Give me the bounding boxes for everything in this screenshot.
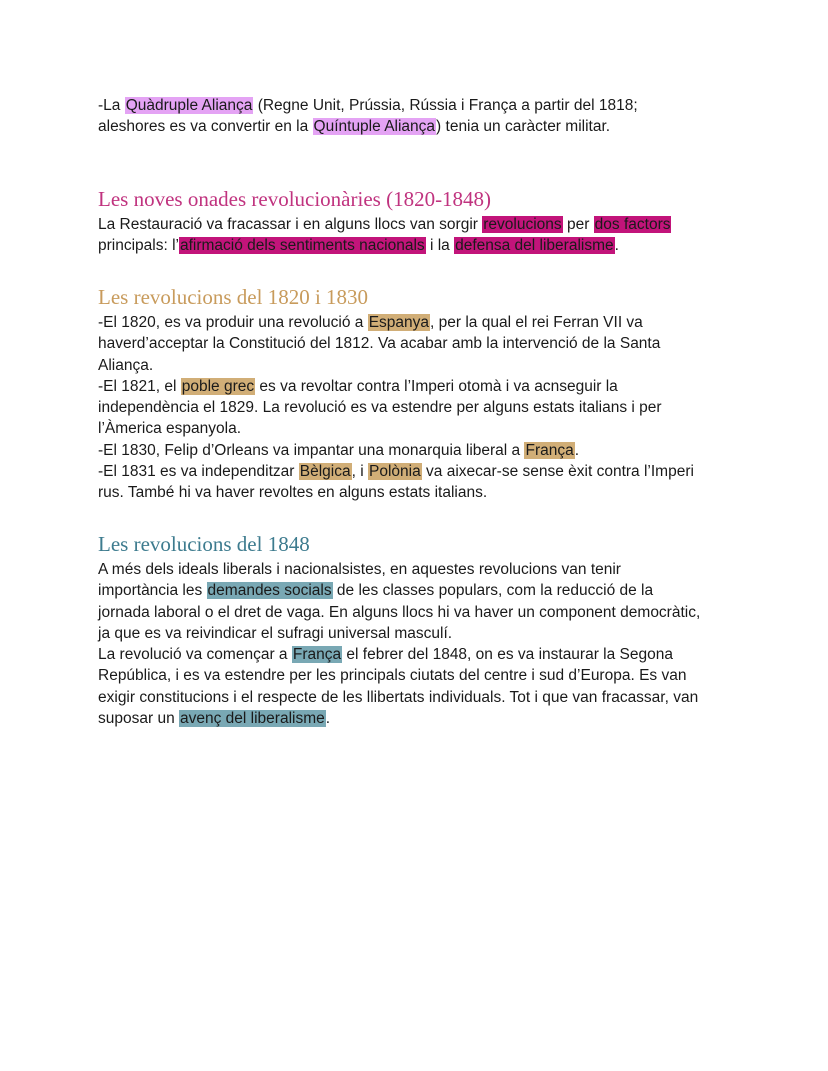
text-line bbox=[98, 580, 748, 601]
text-run: República, i es va estendre per les principals ciutats del centre i sud d’Europa. Es van bbox=[98, 667, 687, 685]
text-line bbox=[98, 482, 748, 503]
text-run: . bbox=[574, 441, 580, 459]
text-line bbox=[98, 559, 748, 580]
text-run: (Regne Unit, Prússia, Rússia i França a partir del 1818; bbox=[253, 97, 638, 114]
text-run: ) tenia un caràcter militar. bbox=[436, 118, 611, 136]
text-line bbox=[98, 687, 748, 708]
text-line bbox=[98, 461, 748, 482]
text-line bbox=[98, 214, 748, 235]
section-1820-1830-paragraph bbox=[98, 312, 748, 504]
highlighted-term: revolucions bbox=[483, 216, 562, 233]
text-run: -El 1821, el bbox=[98, 377, 181, 395]
text-run: . bbox=[614, 237, 619, 255]
section-onades-paragraph bbox=[98, 214, 748, 257]
text-run: es va revoltar contra l’Imperi otomà i va acnseguir la bbox=[255, 377, 618, 395]
text-line bbox=[98, 644, 748, 665]
text-run: A més dels ideals liberals i nacionalsistes, en aquestes revolucions van tenir bbox=[98, 561, 621, 578]
text-run: suposar un bbox=[98, 710, 179, 728]
text-run: jornada laboral o el dret de vaga. En alguns llocs hi va haver un component democràtic, bbox=[98, 603, 701, 621]
text-run: de les classes populars, com la reducció de la bbox=[332, 582, 654, 600]
highlighted-term: França bbox=[525, 441, 574, 459]
intro-paragraph bbox=[98, 95, 748, 138]
text-run: -El 1830, Felip d’Orleans va impantar una monarquia liberal a bbox=[98, 441, 525, 459]
text-run: . bbox=[325, 710, 331, 728]
text-run: haverd’acceptar la Constitució del 1812. Va acabar amb la intervenció de la Santa bbox=[98, 335, 661, 353]
text-line bbox=[98, 418, 748, 439]
highlighted-term: poble grec bbox=[181, 377, 255, 395]
section-heading-1848: Les revolucions del 1848 bbox=[98, 532, 310, 556]
highlighted-term: demandes socials bbox=[207, 582, 332, 600]
text-run: aleshores es va convertir en la bbox=[98, 118, 313, 136]
text-run: importància les bbox=[98, 582, 207, 600]
highlighted-term: Polònia bbox=[369, 463, 421, 481]
highlighted-term: defensa del liberalisme bbox=[455, 237, 614, 255]
text-run: rus. També hi va haver revoltes en alguns estats italians. bbox=[98, 484, 488, 502]
text-run: , per la qual el rei Ferran VII va bbox=[430, 314, 643, 331]
text-line bbox=[98, 95, 748, 116]
text-line bbox=[98, 397, 748, 418]
text-run: i la bbox=[425, 237, 455, 255]
text-run: exigir constitucions i el respecte de les llibertats individuals. Tot i que van fracassar, van bbox=[98, 688, 699, 706]
text-line bbox=[98, 665, 748, 686]
highlighted-term: Quíntuple Aliança bbox=[313, 118, 436, 136]
text-run: ja que es va reivindicar el sufragi universal masculí. bbox=[98, 624, 453, 642]
highlighted-term: Bèlgica bbox=[299, 463, 351, 481]
section-heading-onades: Les noves onades revolucionàries (1820-1848) bbox=[98, 187, 492, 211]
text-run: per bbox=[562, 216, 594, 233]
highlighted-term: França bbox=[292, 646, 342, 664]
text-run: l’Àmerica espanyola. bbox=[98, 420, 242, 438]
text-line bbox=[98, 440, 748, 461]
text-run: independència el 1829. La revolució es va estendre per alguns estats italians i per bbox=[98, 399, 662, 417]
text-run: , i bbox=[351, 463, 368, 481]
text-run: va aixecar-se sense èxit contra l’Imperi bbox=[421, 463, 694, 481]
text-line bbox=[98, 355, 748, 376]
text-run: -El 1831 es va independitzar bbox=[98, 463, 299, 481]
highlighted-term: dos factors bbox=[594, 216, 671, 233]
text-run: principals: l’ bbox=[98, 237, 179, 255]
text-run: La Restauració va fracassar i en alguns llocs van sorgir bbox=[98, 216, 483, 233]
text-line bbox=[98, 312, 748, 333]
highlighted-term: avenç del liberalisme bbox=[180, 710, 325, 728]
text-run: -La bbox=[98, 97, 125, 114]
section-1848-paragraph bbox=[98, 559, 748, 729]
text-run: -El 1820, es va produir una revolució a bbox=[98, 314, 368, 331]
text-line bbox=[98, 708, 748, 729]
text-line bbox=[98, 235, 748, 256]
highlighted-term: afirmació dels sentiments nacionals bbox=[179, 237, 425, 255]
text-line bbox=[98, 333, 748, 354]
text-line bbox=[98, 623, 748, 644]
text-run: La revolució va començar a bbox=[98, 646, 292, 664]
section-heading-1820-1830: Les revolucions del 1820 i 1830 bbox=[98, 285, 369, 309]
text-line bbox=[98, 376, 748, 397]
highlighted-term: Espanya bbox=[368, 314, 430, 331]
highlighted-term: Quàdruple Aliança bbox=[125, 97, 253, 114]
text-line bbox=[98, 116, 748, 137]
text-run: Aliança. bbox=[98, 356, 154, 374]
text-run: el febrer del 1848, on es va instaurar la Segona bbox=[342, 646, 673, 664]
text-line bbox=[98, 602, 748, 623]
